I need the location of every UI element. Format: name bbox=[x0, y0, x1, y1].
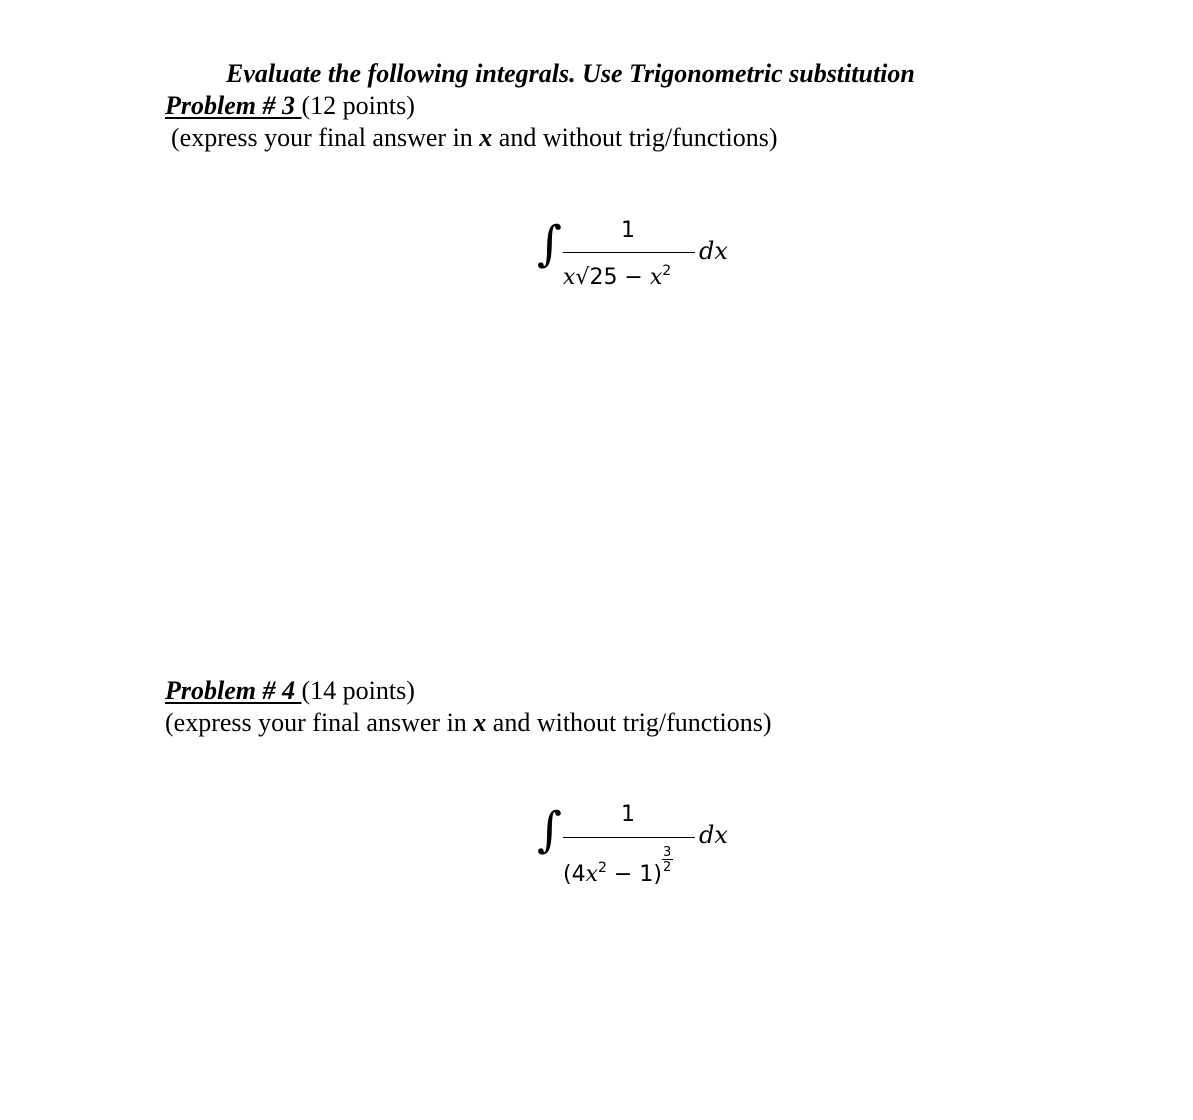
denominator bbox=[563, 263, 671, 290]
numerator: 1 bbox=[621, 802, 635, 827]
integral-sign: ∫ bbox=[537, 802, 563, 858]
problem-4-points: (14 points) bbox=[301, 676, 415, 705]
den-open: (4 bbox=[563, 862, 586, 887]
den-root: √25 − bbox=[575, 265, 650, 290]
problem-3-note bbox=[171, 123, 778, 153]
note-suffix: and without trig/functions) bbox=[492, 123, 778, 152]
problem-4-title bbox=[165, 676, 415, 706]
den-close: − 1) bbox=[606, 862, 662, 887]
outer-exponent bbox=[662, 845, 674, 877]
outer-exp-num: 3 bbox=[662, 845, 672, 860]
problem-3-title bbox=[165, 91, 415, 121]
den-exp: 2 bbox=[598, 860, 607, 876]
den-var: x bbox=[585, 862, 599, 887]
instruction-heading: Evaluate the following integrals. Use Trigonometric substitution bbox=[226, 59, 915, 88]
denominator bbox=[563, 845, 674, 887]
outer-exp-den: 2 bbox=[662, 860, 672, 875]
problem-4-label: Problem # 4 bbox=[165, 676, 302, 705]
problem-3-points: (12 points) bbox=[301, 91, 415, 120]
den-var2: x bbox=[649, 265, 663, 290]
note-suffix: and without trig/functions) bbox=[486, 708, 772, 737]
note-var: x bbox=[479, 123, 493, 152]
numerator: 1 bbox=[621, 218, 635, 243]
fraction-bar bbox=[563, 837, 695, 838]
integral-sign: ∫ bbox=[537, 216, 563, 272]
den-var: x bbox=[563, 265, 576, 290]
problem-4-note bbox=[165, 708, 772, 738]
differential: dx bbox=[699, 237, 728, 265]
fraction-bar bbox=[563, 252, 695, 253]
den-exp: 2 bbox=[662, 263, 672, 279]
problem-3-label: Problem # 3 bbox=[165, 91, 302, 120]
note-prefix: (express your final answer in bbox=[165, 708, 474, 737]
note-prefix: (express your final answer in bbox=[171, 123, 480, 152]
differential: dx bbox=[699, 821, 728, 849]
note-var: x bbox=[473, 708, 487, 737]
